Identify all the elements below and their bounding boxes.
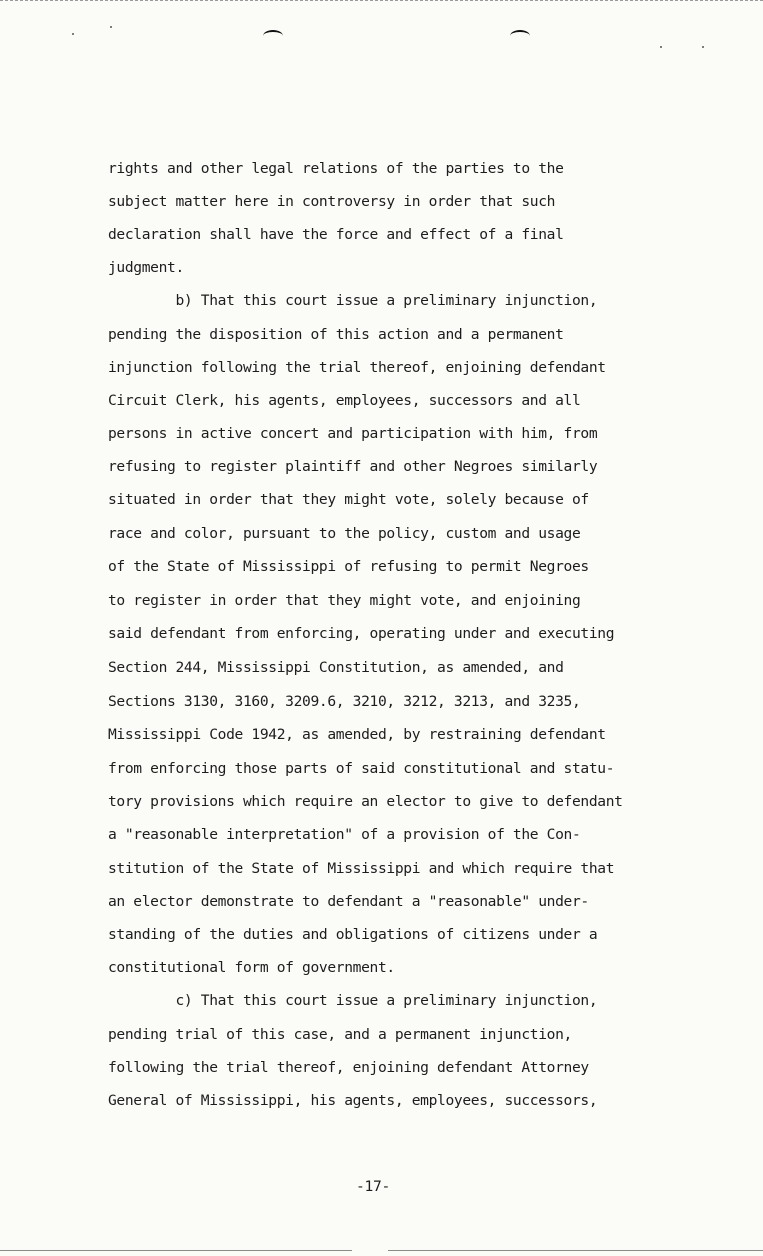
text-line-15: said defendant from enforcing, operating under and executing: [108, 625, 615, 642]
text-line-5: b) That this court issue a preliminary injunction,: [108, 292, 598, 309]
text-line-10: refusing to register plaintiff and other Negroes similarly: [108, 458, 598, 475]
text-line-3: declaration shall have the force and effect of a final: [108, 226, 564, 243]
page-top-border: [0, 0, 763, 1]
text-line-21: a "reasonable interpretation" of a provision of the Con-: [108, 826, 581, 843]
text-line-9: persons in active concert and participation with him, from: [108, 425, 598, 442]
text-line-2: subject matter here in controversy in order that such: [108, 193, 556, 210]
text-line-17: Sections 3130, 3160, 3209.6, 3210, 3212, 3213, and 3235,: [108, 693, 581, 710]
text-line-20: tory provisions which require an elector to give to defendant: [108, 793, 623, 810]
text-line-28: following the trial thereof, enjoining defendant Attorney: [108, 1059, 589, 1076]
text-line-4: judgment.: [108, 259, 184, 276]
text-line-27: pending trial of this case, and a permanent injunction,: [108, 1026, 572, 1043]
text-line-6: pending the disposition of this action and a permanent: [108, 326, 564, 343]
binder-mark-left: [263, 30, 283, 42]
text-line-24: standing of the duties and obligations of citizens under a: [108, 926, 598, 943]
text-line-7: injunction following the trial thereof, enjoining defendant: [108, 359, 606, 376]
speck: [702, 46, 704, 48]
text-line-26: c) That this court issue a preliminary injunction,: [108, 992, 598, 1009]
text-line-13: of the State of Mississippi of refusing to permit Negroes: [108, 558, 589, 575]
bottom-rule-left: [0, 1250, 352, 1251]
speck: [72, 33, 74, 35]
text-line-19: from enforcing those parts of said constitutional and statu-: [108, 760, 615, 777]
text-line-1: rights and other legal relations of the parties to the: [108, 160, 564, 177]
text-line-14: to register in order that they might vote, and enjoining: [108, 592, 581, 609]
text-line-12: race and color, pursuant to the policy, custom and usage: [108, 525, 581, 542]
binder-mark-right: [510, 30, 530, 42]
text-line-11: situated in order that they might vote, solely because of: [108, 491, 589, 508]
text-line-18: Mississippi Code 1942, as amended, by restraining defendant: [108, 726, 606, 743]
text-line-8: Circuit Clerk, his agents, employees, successors and all: [108, 392, 581, 409]
text-line-25: constitutional form of government.: [108, 959, 395, 976]
text-line-16: Section 244, Mississippi Constitution, as amended, and: [108, 659, 564, 676]
text-line-29: General of Mississippi, his agents, employees, successors,: [108, 1092, 598, 1109]
bottom-rule-right: [388, 1250, 763, 1251]
speck: [110, 26, 112, 28]
text-line-23: an elector demonstrate to defendant a "reasonable" under-: [108, 893, 589, 910]
speck: [660, 46, 662, 48]
page-number: -17-: [356, 1178, 390, 1195]
text-line-22: stitution of the State of Mississippi and which require that: [108, 860, 615, 877]
